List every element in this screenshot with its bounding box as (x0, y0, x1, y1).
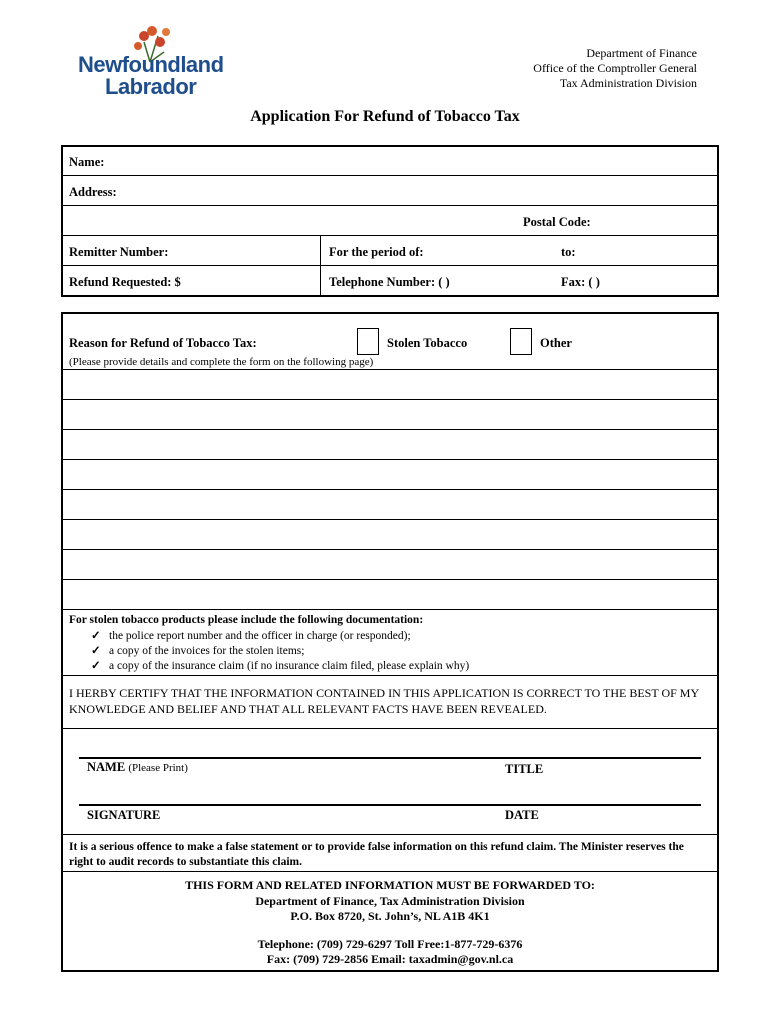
reason-note: (Please provide details and complete the form on the following page) (69, 356, 374, 368)
newfoundland-labrador-logo (78, 22, 224, 102)
forward-line4: Fax: (709) 729-2856 Email: taxadmin@gov.nl.ca (266, 952, 514, 966)
stolen-tobacco-label: Stolen Tobacco (387, 336, 468, 350)
name-print-field[interactable]: NAME (Please Print) (87, 760, 188, 774)
remitter-number-field[interactable]: Remitter Number: (69, 245, 169, 259)
checkmark-icon: ✓ (91, 630, 101, 642)
forward-line2: P.O. Box 8720, St. John’s, NL A1B 4K1 (290, 909, 490, 923)
other-checkbox[interactable] (510, 328, 532, 355)
forward-line1: Department of Finance, Tax Administration Division (255, 894, 525, 908)
department-block (533, 46, 697, 91)
list-item: ✓ a copy of the insurance claim (if no insurance claim filed, please explain why) (91, 660, 470, 672)
address-field[interactable]: Address: (69, 185, 117, 199)
postal-code-field[interactable]: Postal Code: (523, 215, 591, 229)
list-item: ✓ a copy of the invoices for the stolen items; (91, 645, 305, 657)
reason-details-textarea[interactable] (67, 371, 713, 607)
list-item: ✓ the police report number and the officer in charge (or responded); (91, 630, 411, 642)
title-field[interactable]: TITLE (505, 762, 544, 776)
checkmark-icon: ✓ (91, 660, 101, 672)
period-from-field[interactable]: For the period of: (329, 245, 424, 259)
checkmark-icon: ✓ (91, 645, 101, 657)
telephone-field[interactable]: Telephone Number: ( ) (329, 275, 450, 289)
logo-line1: Newfoundland (78, 52, 224, 77)
reason-label: Reason for Refund of Tobacco Tax: (69, 336, 257, 350)
docs-heading: For stolen tobacco products please include the following documentation: (69, 614, 424, 626)
refund-requested-field[interactable]: Refund Requested: $ (69, 275, 181, 289)
warning-text: It is a serious offence to make a false statement or to provide false information on this refund claim. The Minister reserves the right to audit records to substantiate this claim. (69, 841, 684, 868)
forward-heading: THIS FORM AND RELATED INFORMATION MUST BE FORWARDED TO: (185, 878, 595, 892)
dept-line2: Office of the Comptroller General (533, 61, 697, 75)
name-field[interactable]: Name: (69, 155, 105, 169)
applicant-info-section (61, 145, 719, 297)
date-field[interactable]: DATE (505, 808, 539, 822)
forward-line3: Telephone: (709) 729-6297 Toll Free:1-877-729-6376 (257, 937, 523, 951)
dept-line3: Tax Administration Division (559, 76, 697, 90)
dept-line1: Department of Finance (586, 46, 697, 60)
certification-text: I HERBY CERTIFY THAT THE INFORMATION CONTAINED IN THIS APPLICATION IS CORRECT TO THE BEST OF MY KNOWLEDGE AND BELIEF AND THAT ALL RELEVANT FACTS HAVE BEEN REVEALED. (69, 686, 699, 716)
stolen-tobacco-checkbox[interactable] (357, 328, 379, 355)
logo-line2: Labrador (105, 74, 197, 99)
signature-field[interactable]: SIGNATURE (87, 808, 161, 822)
reason-section (61, 312, 719, 972)
other-label: Other (540, 336, 572, 350)
fax-field[interactable]: Fax: ( ) (561, 275, 600, 289)
form-title: Application For Refund of Tobacco Tax (250, 108, 520, 125)
period-to-field[interactable]: to: (561, 245, 576, 259)
